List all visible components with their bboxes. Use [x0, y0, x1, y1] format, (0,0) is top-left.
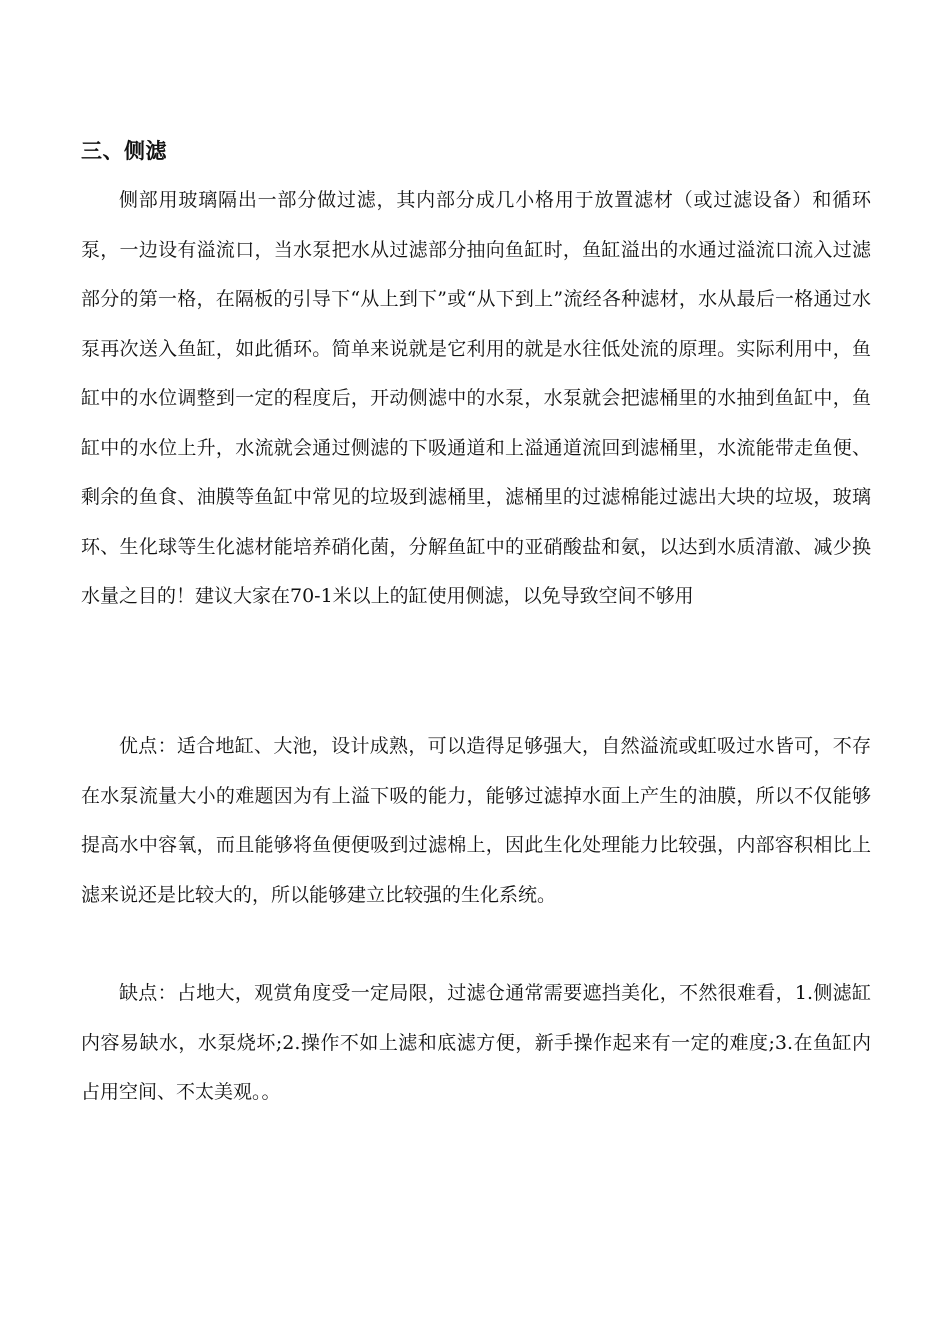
paragraph-disadvantages: 缺点：占地大，观赏角度受一定局限，过滤仓通常需要遮挡美化，不然很难看，1.侧滤缸内容易缺水，水泵烧坏;2.操作不如上滤和底滤方便，新手操作起来有一定的难度;3.在鱼缸内占用空间、不太美观。。: [81, 982, 871, 1103]
paragraph-description: 侧部用玻璃隔出一部分做过滤，其内部分成几小格用于放置滤材（或过滤设备）和循环泵，一边设有溢流口，当水泵把水从过滤部分抽向鱼缸时，鱼缸溢出的水通过溢流口流入过滤部分的第一格，在隔板的引导下“从上到下”或“从下到上”流经各种滤材，水从最后一格通过水泵再次送入鱼缸，如此循环。简单来说就是它利用的就是水往低处流的原理。实际利用中，鱼缸中的水位调整到一定的程度后，开动侧滤中的水泵，水泵就会把滤桶里的水抽到鱼缸中，鱼缸中的水位上升，水流就会通过侧滤的下吸通道和上溢通道流回到滤桶里，水流能带走鱼便、剩余的鱼食、油膜等鱼缸中常见的垃圾到滤桶里，滤桶里的过滤棉能过滤出大块的垃圾，玻璃环、生化球等生化滤材能培养硝化菌，分解鱼缸中的亚硝酸盐和氨，以达到水质清澈、减少换水量之目的！建议大家在70-1米以上的缸使用侧滤，以免导致空间不够用: [81, 189, 871, 607]
paragraph-advantages: 优点：适合地缸、大池，设计成熟，可以造得足够强大，自然溢流或虹吸过水皆可，不存在水泵流量大小的难题因为有上溢下吸的能力，能够过滤掉水面上产生的油膜，所以不仅能够提高水中容氧，而且能够将鱼便便吸到过滤棉上，因此生化处理能力比较强，内部容积相比上滤来说还是比较大的，所以能够建立比较强的生化系统。: [81, 735, 871, 906]
section-heading: 三、侧滤: [81, 139, 167, 163]
